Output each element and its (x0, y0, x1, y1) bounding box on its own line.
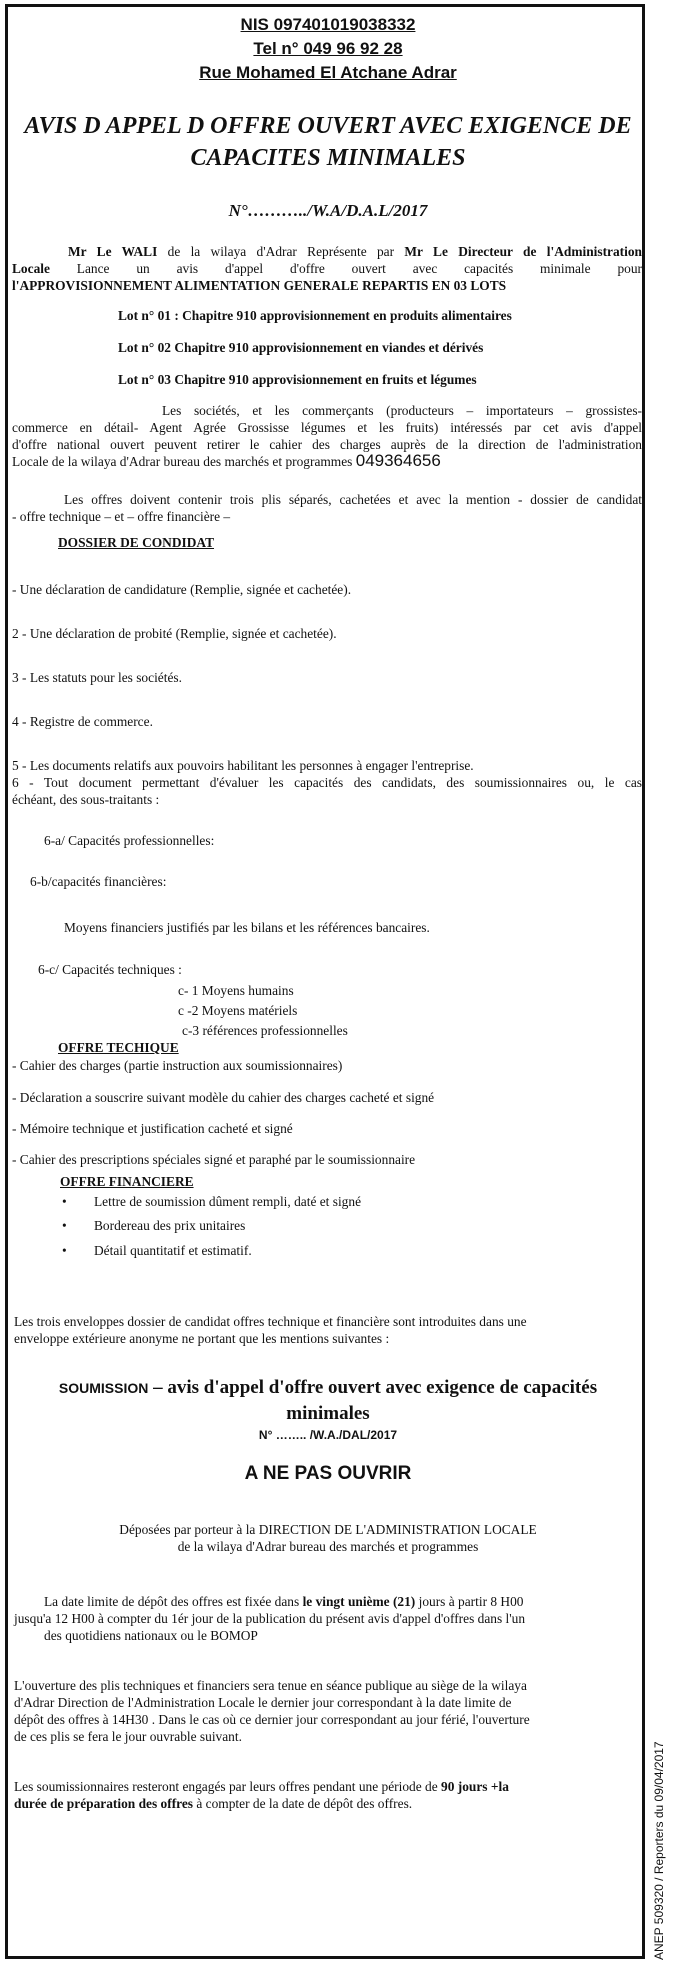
deposees-line2: de la wilaya d'Adrar bureau des marchés et programmes (177, 1539, 479, 1554)
notice-title-line2: CAPACITES MINIMALES (190, 145, 466, 171)
engages-text-2: à compter de la date de dépôt des offres. (193, 1796, 413, 1811)
lot-1: Lot n° 01 : Chapitre 910 approvisionnement en produits alimentaires (118, 308, 512, 323)
lot-3: Lot n° 03 Chapitre 910 approvisionnement en fruits et légumes (118, 372, 477, 387)
date-limite-days: le vingt unième (21) (302, 1594, 416, 1609)
offre-technique-heading: OFFRE TECHIQUE (58, 1040, 179, 1055)
engages-text-1: Les soumissionnaires resteront engagés par leurs offres pendant une période de (14, 1779, 442, 1794)
societes-line3: d'offre national ouvert peuvent retirer le cahier des charges auprès de la direction de l'administration (12, 437, 642, 452)
date-limite-text-2: jours à partir 8 H00 (415, 1594, 524, 1609)
enveloppes-line2: enveloppe extérieure anonyme ne portant que les mentions suivantes : (14, 1331, 390, 1346)
capacites-techniques: 6-c/ Capacités techniques : (38, 962, 182, 977)
dossier-heading: DOSSIER DE CONDIDAT (58, 535, 215, 550)
soumission-label: SOUMISSION (58, 1380, 149, 1396)
dossier-item-5: 5 - Les documents relatifs aux pouvoirs habilitant les personnes à engager l'entreprise. (12, 758, 474, 773)
ouverture-line1: L'ouverture des plis techniques et financiers sera tenue en séance publique au siège de la wilaya (14, 1678, 527, 1693)
capacites-professionnelles: 6-a/ Capacités professionnelles: (44, 833, 215, 848)
intro-wali: Mr Le WALI (68, 244, 158, 259)
offre-financiere-item-3: • Détail quantitatif et estimatif. (94, 1243, 252, 1259)
soumission-text: – avis d'appel d'offre ouvert avec exigence de capacités (148, 1377, 598, 1398)
intro-locale: Locale (12, 261, 50, 276)
engages-preparation: durée de préparation des offres (14, 1796, 194, 1811)
date-limite-line1 (44, 1593, 523, 1610)
offre-technique-item-3: - Mémoire technique et justification cacheté et signé (12, 1121, 293, 1136)
societes-line4 (12, 452, 642, 470)
date-limite-line3: des quotidiens nationaux ou le BOMOP (44, 1628, 258, 1643)
dossier-item-4: 4 - Registre de commerce. (12, 714, 153, 729)
societes-line1: Les sociétés, et les commerçants (producteurs – importateurs – grossistes- (162, 403, 642, 418)
offre-financiere-item-1: • Lettre de soumission dûment rempli, daté et signé (94, 1194, 361, 1210)
capacite-technique-c2: c -2 Moyens matériels (178, 1003, 298, 1018)
moyens-financiers: Moyens financiers justifiés par les bilans et les références bancaires. (64, 920, 430, 935)
dossier-item-6-line1: 6 - Tout document permettant d'évaluer les capacités des candidats, des soumissionnaires ou, le cas (12, 775, 642, 790)
dossier-item-2: 2 - Une déclaration de probité (Remplie, signée et cachetée). (12, 626, 337, 641)
intro-line1 (68, 243, 642, 260)
engages-line2 (14, 1795, 412, 1812)
address: Rue Mohamed El Atchane Adrar (199, 63, 457, 82)
nis-number: NIS 097401019038332 (240, 15, 416, 34)
ouverture-line2: d'Adrar Direction de l'Administration Locale le dernier jour correspondant à la date limite de (14, 1695, 512, 1710)
a-ne-pas-ouvrir: A NE PAS OUVRIR (244, 1463, 412, 1484)
soumission-line2: minimales (286, 1403, 370, 1424)
dossier-item-6-line2: échéant, des sous-traitants : (12, 792, 160, 807)
societes-line2: commerce en détail- Agent Agrée Grossisse légumes et les fruits) intéressés par cet avis d'appel (12, 420, 642, 435)
lot-2: Lot n° 02 Chapitre 910 approvisionnement en viandes et dérivés (118, 340, 484, 355)
notice-number: N°………../W.A/D.A.L/2017 (228, 201, 428, 220)
capacite-technique-c1: c- 1 Moyens humains (178, 983, 294, 998)
document-frame (5, 4, 645, 1959)
offre-financiere-heading: OFFRE FINANCIERE (60, 1174, 194, 1189)
soumission-number: N° …….. /W.A./DAL/2017 (258, 1428, 398, 1442)
intro-text-2: Lance un avis d'appel d'offre ouvert avec capacités minimale pour (49, 261, 642, 276)
dossier-item-1: - Une déclaration de candidature (Remplie, signée et cachetée). (12, 582, 352, 597)
offre-technique-item-2: - Déclaration a souscrire suivant modèle du cahier des charges cacheté et signé (12, 1090, 435, 1105)
ouverture-line4: de ces plis se fera le jour ouvrable suivant. (14, 1729, 242, 1744)
date-limite-line2: jusqu'a 12 H00 à compter du 1ér jour de la publication du présent avis d'appel d'offres dans l'un (14, 1611, 526, 1626)
offres-line1: Les offres doivent contenir trois plis séparés, cachetées et avec la mention - dossier de candidat (64, 492, 642, 507)
societes-text: Locale de la wilaya d'Adrar bureau des marchés et programmes (12, 454, 356, 469)
offres-line2: - offre technique – et – offre financière – (12, 509, 231, 524)
intro-line3: l'APPROVISIONNEMENT ALIMENTATION GENERALE REPARTIS EN 03 LOTS (12, 278, 507, 293)
capacites-financieres: 6-b/capacités financières: (30, 874, 167, 889)
offre-technique-item-4: - Cahier des prescriptions spéciales signé et paraphé par le soumissionnaire (12, 1152, 416, 1167)
engages-period: 90 jours +la (441, 1779, 509, 1794)
intro-line2 (12, 260, 642, 277)
intro-text-1: de la wilaya d'Adrar Représente par (157, 244, 405, 259)
offre-technique-item-1: - Cahier des charges (partie instruction aux soumissionnaires) (12, 1058, 343, 1073)
capacite-technique-c3: c-3 références professionnelles (182, 1023, 348, 1038)
enveloppes-line1: Les trois enveloppes dossier de candidat offres technique et financière sont introduites dans une (14, 1314, 527, 1329)
deposees-line1: Déposées par porteur à la DIRECTION DE L'ADMINISTRATION LOCALE (119, 1522, 537, 1537)
intro-directeur: Mr Le Directeur de l'Administration (404, 244, 642, 259)
telephone-number: Tel n° 049 96 92 28 (253, 39, 403, 58)
anep-reference: ANEP 509320 / Reporters du 09/04/2017 (652, 1741, 666, 1960)
engages-line1 (14, 1778, 509, 1795)
offre-financiere-item-2: • Bordereau des prix unitaires (94, 1218, 245, 1234)
contact-phone: 049364656 (355, 451, 441, 470)
ouverture-line3: dépôt des offres à 14H30 . Dans le cas où ce dernier jour correspondant au jour férié, l'ouverture (14, 1712, 530, 1727)
soumission-line1 (8, 1377, 648, 1399)
notice-title-line1: AVIS D APPEL D OFFRE OUVERT AVEC EXIGENCE DE (24, 113, 632, 139)
dossier-item-3: 3 - Les statuts pour les sociétés. (12, 670, 182, 685)
date-limite-text-1: La date limite de dépôt des offres est fixée dans (44, 1594, 303, 1609)
